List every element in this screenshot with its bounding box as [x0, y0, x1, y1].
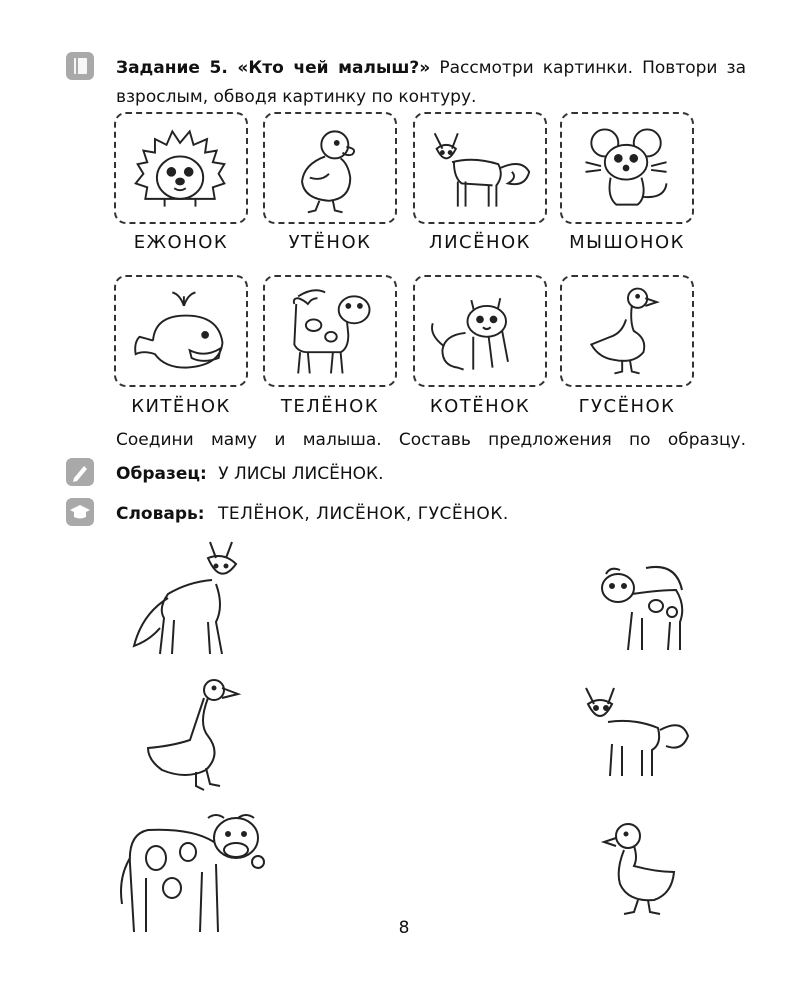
graduation-cap-icon	[66, 498, 94, 526]
gosling-icon	[562, 277, 692, 385]
calf-icon	[265, 277, 395, 385]
card-label: УТЁНОК	[288, 232, 372, 253]
fox-cub-icon	[415, 114, 545, 222]
card-kitten	[413, 275, 547, 387]
sample-line	[116, 464, 383, 484]
instruction-text: Соедини маму и малыша. Составь предложения по образцу.	[116, 430, 746, 450]
card-label: КОТЁНОК	[429, 396, 531, 417]
dictionary-text: ТЕЛЁНОК, ЛИСЁНОК, ГУСЁНОК.	[217, 504, 509, 524]
card-label: КИТЁНОК	[131, 396, 231, 417]
card-fox-cub	[413, 112, 547, 224]
fox-icon	[128, 536, 248, 661]
dictionary-line	[116, 504, 509, 524]
card-mouse	[560, 112, 694, 224]
goose-icon	[142, 674, 242, 799]
card-whale	[114, 275, 248, 387]
duckling-icon	[265, 114, 395, 222]
whale-icon	[116, 277, 246, 385]
task-heading: Задание 5. «Кто чей малыш?»	[116, 58, 431, 78]
book-icon	[66, 52, 94, 80]
duckling-icon	[598, 818, 684, 918]
mouse-icon	[562, 114, 692, 222]
fox-cub-icon	[578, 684, 690, 784]
card-label: МЫШОНОК	[569, 232, 685, 253]
card-label: ТЕЛЁНОК	[280, 396, 380, 417]
kitten-icon	[415, 277, 545, 385]
card-label: ЕЖОНОК	[133, 232, 229, 253]
calf-icon	[590, 560, 690, 660]
card-duckling	[263, 112, 397, 224]
task-text: Рассмотри картинки. Повтори за взрослым, обводя картинку по контуру.	[116, 58, 747, 107]
card-calf	[263, 275, 397, 387]
card-label: ЛИСЁНОК	[429, 232, 531, 253]
card-label: ГУСЁНОК	[578, 396, 676, 417]
sample-label: Образец:	[116, 464, 207, 484]
task-title	[116, 54, 746, 112]
hedgehog-icon	[116, 114, 246, 222]
page-number: 8	[398, 918, 410, 938]
cow-icon	[112, 808, 274, 938]
dictionary-label: Словарь:	[116, 504, 205, 524]
card-gosling	[560, 275, 694, 387]
pencil-icon	[66, 458, 94, 486]
sample-text: У ЛИСЫ ЛИСЁНОК.	[218, 464, 384, 484]
card-hedgehog	[114, 112, 248, 224]
